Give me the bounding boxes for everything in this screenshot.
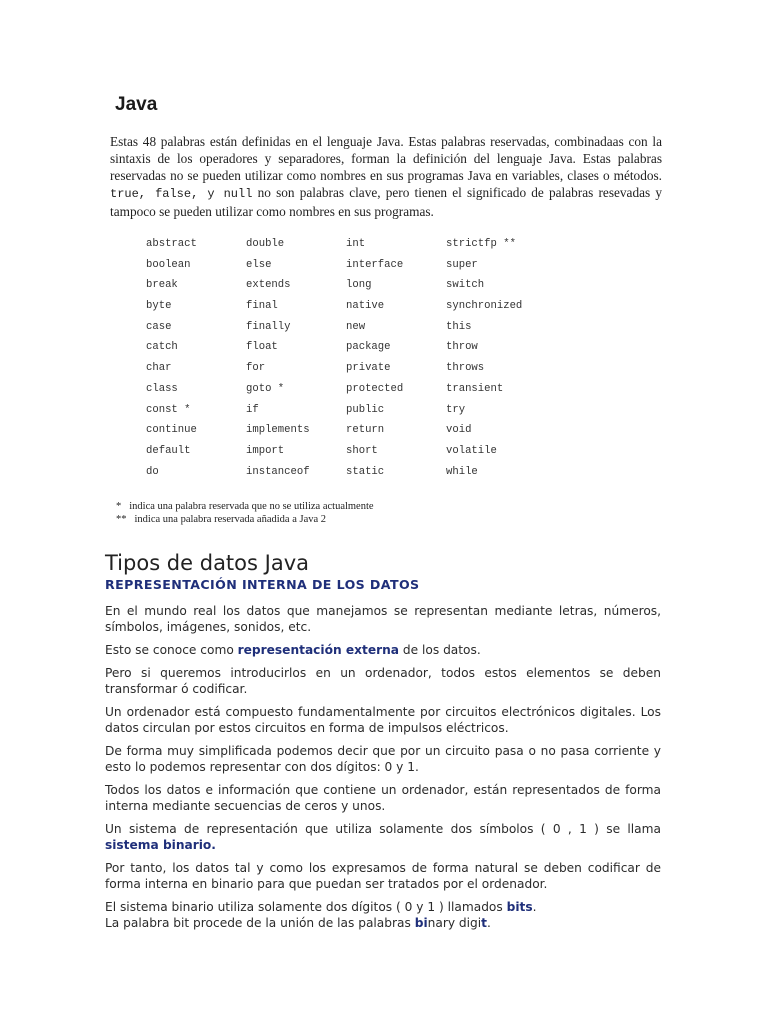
- footnote-text: indica una palabra reservada que no se utiliza actualmente: [129, 501, 374, 512]
- paragraph: Un ordenador está compuesto fundamentalmente por circuitos electrónicos digitales. Los datos circulan por estos circuitos en forma de impulsos eléctricos.: [105, 705, 661, 735]
- keyword-cell: boolean: [146, 258, 191, 271]
- keyword-cell: throw: [446, 341, 478, 354]
- keyword-cell: double: [246, 238, 285, 250]
- keyword-cell: final: [246, 300, 278, 313]
- keyword-cell: while: [446, 465, 478, 478]
- section-subtitle: REPRESENTACIÓN INTERNA DE LOS DATOS: [105, 577, 420, 592]
- paragraph: [105, 642, 661, 658]
- footnote-text: indica una palabra reservada añadida a Java 2: [134, 514, 327, 525]
- keyword-cell: break: [146, 279, 178, 292]
- keyword-cell: try: [446, 403, 466, 416]
- keyword-cell: throws: [446, 362, 485, 375]
- java-intro-text-end: no son palabras clave, pero tienen el significado de palabras resevadas y tampoco se pueden utilizar como nombres en sus programas.: [110, 185, 662, 219]
- keyword-cell: static: [346, 465, 385, 478]
- keyword-cell: transient: [446, 382, 504, 395]
- keyword-cell: void: [446, 424, 472, 437]
- keyword-cell: strictfp **: [446, 238, 516, 250]
- keyword-cell: instanceof: [246, 465, 310, 478]
- keyword-cell: finally: [246, 320, 291, 333]
- footnotes: [116, 500, 374, 526]
- highlight-term: sistema binario.: [105, 838, 216, 852]
- keyword-cell: long: [346, 279, 372, 292]
- footnote-mark: *: [116, 501, 122, 512]
- paragraph-text: nary digi: [427, 916, 482, 930]
- keyword-cell: if: [246, 403, 259, 416]
- keyword-cell: public: [346, 403, 385, 416]
- keyword-cell: const *: [146, 403, 191, 416]
- keyword-cell: catch: [146, 341, 178, 354]
- keyword-cell: class: [146, 382, 178, 395]
- footnote: [116, 500, 374, 513]
- keyword-cell: return: [346, 424, 385, 437]
- footnote: [116, 513, 374, 526]
- keyword-cell: implements: [246, 424, 310, 437]
- keyword-cell: continue: [146, 424, 197, 437]
- keyword-cell: interface: [346, 258, 404, 271]
- paragraph: [105, 899, 661, 931]
- page-title: Tipos de datos Java: [105, 551, 309, 575]
- keyword-cell: import: [246, 444, 285, 457]
- keyword-cell: do: [146, 465, 159, 478]
- keyword-cell: abstract: [146, 238, 197, 250]
- keyword-cell: byte: [146, 300, 172, 313]
- keyword-cell: goto *: [246, 382, 285, 395]
- keyword-cell: for: [246, 362, 266, 375]
- keyword-cell: super: [446, 258, 478, 271]
- footnote-mark: **: [116, 514, 127, 525]
- highlight-term: representación externa: [237, 643, 400, 657]
- highlight-term: t: [481, 916, 487, 930]
- keyword-table: [146, 238, 576, 486]
- paragraph: Pero si queremos introducirlos en un ordenador, todos estos elementos se deben transformar ó codificar.: [105, 666, 661, 696]
- paragraph-text: El sistema binario utiliza solamente dos dígitos ( 0 y 1 ) llamados: [105, 900, 507, 914]
- java-intro-literals: true, false, y null: [110, 187, 253, 201]
- java-heading: Java: [115, 94, 158, 115]
- keyword-cell: volatile: [446, 444, 497, 457]
- paragraph: De forma muy simplificada podemos decir que por un circuito pasa o no pasa corriente y esto lo podemos representar con dos dígitos: 0 y 1.: [105, 744, 661, 774]
- keyword-cell: switch: [446, 279, 485, 292]
- article-body: [105, 603, 661, 938]
- keyword-cell: extends: [246, 279, 291, 292]
- paragraph: En el mundo real los datos que manejamos se representan mediante letras, números, símbolos, imágenes, sonidos, etc.: [105, 604, 661, 634]
- paragraph-text: Esto se conoce como: [105, 643, 238, 657]
- keyword-cell: else: [246, 258, 272, 271]
- paragraph-text: .: [532, 900, 537, 914]
- keyword-cell: synchronized: [446, 300, 523, 313]
- java-intro-paragraph: [110, 133, 662, 220]
- paragraph-text: Un sistema de representación que utiliza solamente dos símbolos ( 0 , 1 ) se llama: [105, 822, 661, 836]
- paragraph: [105, 821, 661, 853]
- keyword-cell: package: [346, 341, 391, 354]
- highlight-term: bits: [506, 900, 533, 914]
- keyword-cell: int: [346, 238, 366, 250]
- keyword-cell: short: [346, 444, 378, 457]
- keyword-cell: new: [346, 320, 366, 333]
- keyword-cell: float: [246, 341, 278, 354]
- keyword-cell: char: [146, 362, 172, 375]
- java-intro-text: Estas 48 palabras están definidas en el lenguaje Java. Estas palabras reservadas, combinadaas con la sintaxis de los operadores y separadores, forman la definición del lenguaje Java. Estas palabras reservadas no se pueden utilizar como nombres en sus programas Java en variables, clases o métodos.: [110, 134, 662, 183]
- keyword-cell: native: [346, 300, 385, 313]
- keyword-cell: this: [446, 320, 472, 333]
- highlight-term: bi: [414, 916, 428, 930]
- paragraph: Todos los datos e información que contiene un ordenador, están representados de forma interna mediante secuencias de ceros y unos.: [105, 783, 661, 813]
- paragraph-text: de los datos.: [399, 643, 481, 657]
- keyword-cell: protected: [346, 382, 404, 395]
- paragraph: Por tanto, los datos tal y como los expresamos de forma natural se deben codificar de forma interna en binario para que puedan ser tratados por el ordenador.: [105, 861, 661, 891]
- keyword-cell: case: [146, 320, 172, 333]
- paragraph-text: La palabra bit procede de la unión de las palabras: [105, 916, 415, 930]
- keyword-cell: default: [146, 444, 191, 457]
- keyword-cell: private: [346, 362, 391, 375]
- paragraph-text: .: [487, 916, 491, 930]
